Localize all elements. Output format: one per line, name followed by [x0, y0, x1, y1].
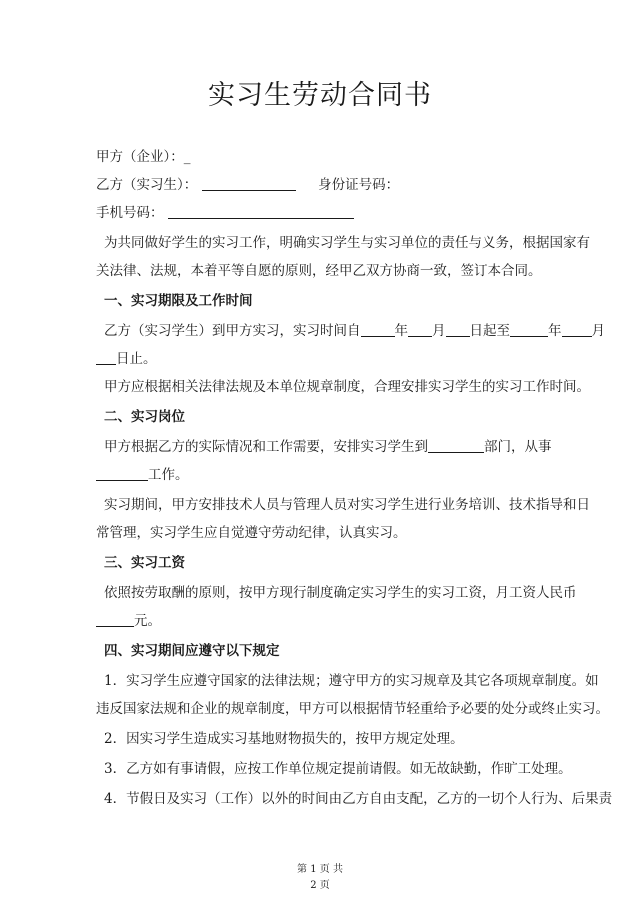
party-b-line	[96, 174, 399, 196]
salary-blank[interactable]	[96, 611, 134, 627]
rule-4: 4．节假日及实习（工作）以外的时间由乙方自由支配，乙方的一切个人行为、后果责	[104, 791, 613, 807]
sec2-assign-text: 甲方根据乙方的实际情况和工作需要，安排实习学生到	[104, 439, 428, 455]
party-a-label: 甲方（企业）：	[96, 149, 184, 165]
start-month-blank[interactable]	[408, 321, 432, 337]
start-day-blank[interactable]	[446, 321, 470, 337]
rule-1-line-2: 违反国家法规和企业的规章制度，甲方可以根据情节轻重给予必要的处分或终止实习。	[96, 701, 609, 717]
sec2-p2-line-1: 实习期间，甲方安排技术人员与管理人员对实习学生进行业务培训、技术指导和日	[104, 497, 590, 513]
document-title: 实习生劳动合同书	[208, 80, 432, 111]
phone-blank[interactable]	[168, 203, 354, 219]
department-blank[interactable]	[428, 437, 484, 453]
rule-1-line-1: 1．实习学生应遵守国家的法律法规；遵守甲方的实习规章及其它各项规章制度。如	[104, 673, 599, 689]
yuan-label: 元。	[134, 613, 161, 629]
party-b-name-blank[interactable]	[202, 175, 296, 191]
month-label: 月	[432, 323, 446, 339]
section-4-heading: 四、实习期间应遵守以下规定	[104, 643, 280, 659]
end-year-blank[interactable]	[510, 321, 548, 337]
department-label: 部门，从事	[484, 439, 552, 455]
sec2-p2-line-2: 常管理，实习学生应自觉遵守劳动纪律，认真实习。	[96, 525, 407, 541]
section-3-heading: 三、实习工资	[104, 555, 185, 571]
sec2-p1-line-2	[96, 464, 189, 486]
sec1-p1-line-2	[96, 348, 157, 370]
intro-line-2: 关法律、法规，本着平等自愿的原则，经甲乙双方协商一致，签订本合同。	[96, 263, 542, 279]
party-a-line	[96, 146, 191, 168]
day-to-label: 日起至	[469, 323, 510, 339]
end-month-blank[interactable]	[562, 321, 592, 337]
section-1-heading: 一、实习期限及工作时间	[104, 293, 253, 309]
start-year-blank[interactable]	[361, 321, 395, 337]
sec3-p1-line-1: 依照按劳取酬的原则，按甲方现行制度确定实习学生的实习工资，月工资人民币	[104, 585, 577, 601]
page-footer-line-2: 2 页	[310, 880, 330, 891]
month-label-2: 月	[591, 323, 605, 339]
sec2-p1-line-1	[104, 436, 552, 458]
end-day-blank[interactable]	[96, 349, 116, 365]
sec1-period-text: 乙方（实习学生）到甲方实习，实习时间自	[104, 323, 361, 339]
id-number-label: 身份证号码：	[318, 177, 400, 193]
party-b-label: 乙方（实习生）：	[96, 177, 198, 193]
page-footer-line-1: 第 1 页 共	[297, 864, 343, 875]
phone-line	[96, 202, 354, 224]
section-2-heading: 二、实习岗位	[104, 409, 185, 425]
job-label: 工作。	[148, 467, 189, 483]
phone-label: 手机号码：	[96, 205, 164, 221]
year-label-2: 年	[548, 323, 562, 339]
job-blank[interactable]	[96, 465, 148, 481]
intro-line-1: 为共同做好学生的实习工作，明确实习学生与实习单位的责任与义务，根据国家有	[104, 235, 590, 251]
sec3-p1-line-2	[96, 610, 161, 632]
year-label: 年	[394, 323, 408, 339]
party-a-blank: _	[183, 149, 191, 165]
sec1-p2: 甲方应根据相关法律法规及本单位规章制度，合理安排实习学生的实习工作时间。	[104, 379, 590, 395]
sec1-p1-line-1	[104, 320, 605, 342]
rule-2: 2．因实习学生造成实习基地财物损失的，按甲方规定处理。	[104, 731, 464, 747]
day-end-label: 日止。	[116, 351, 157, 367]
rule-3: 3．乙方如有事请假，应按工作单位规定提前请假。如无故缺勤，作旷工处理。	[104, 761, 572, 777]
